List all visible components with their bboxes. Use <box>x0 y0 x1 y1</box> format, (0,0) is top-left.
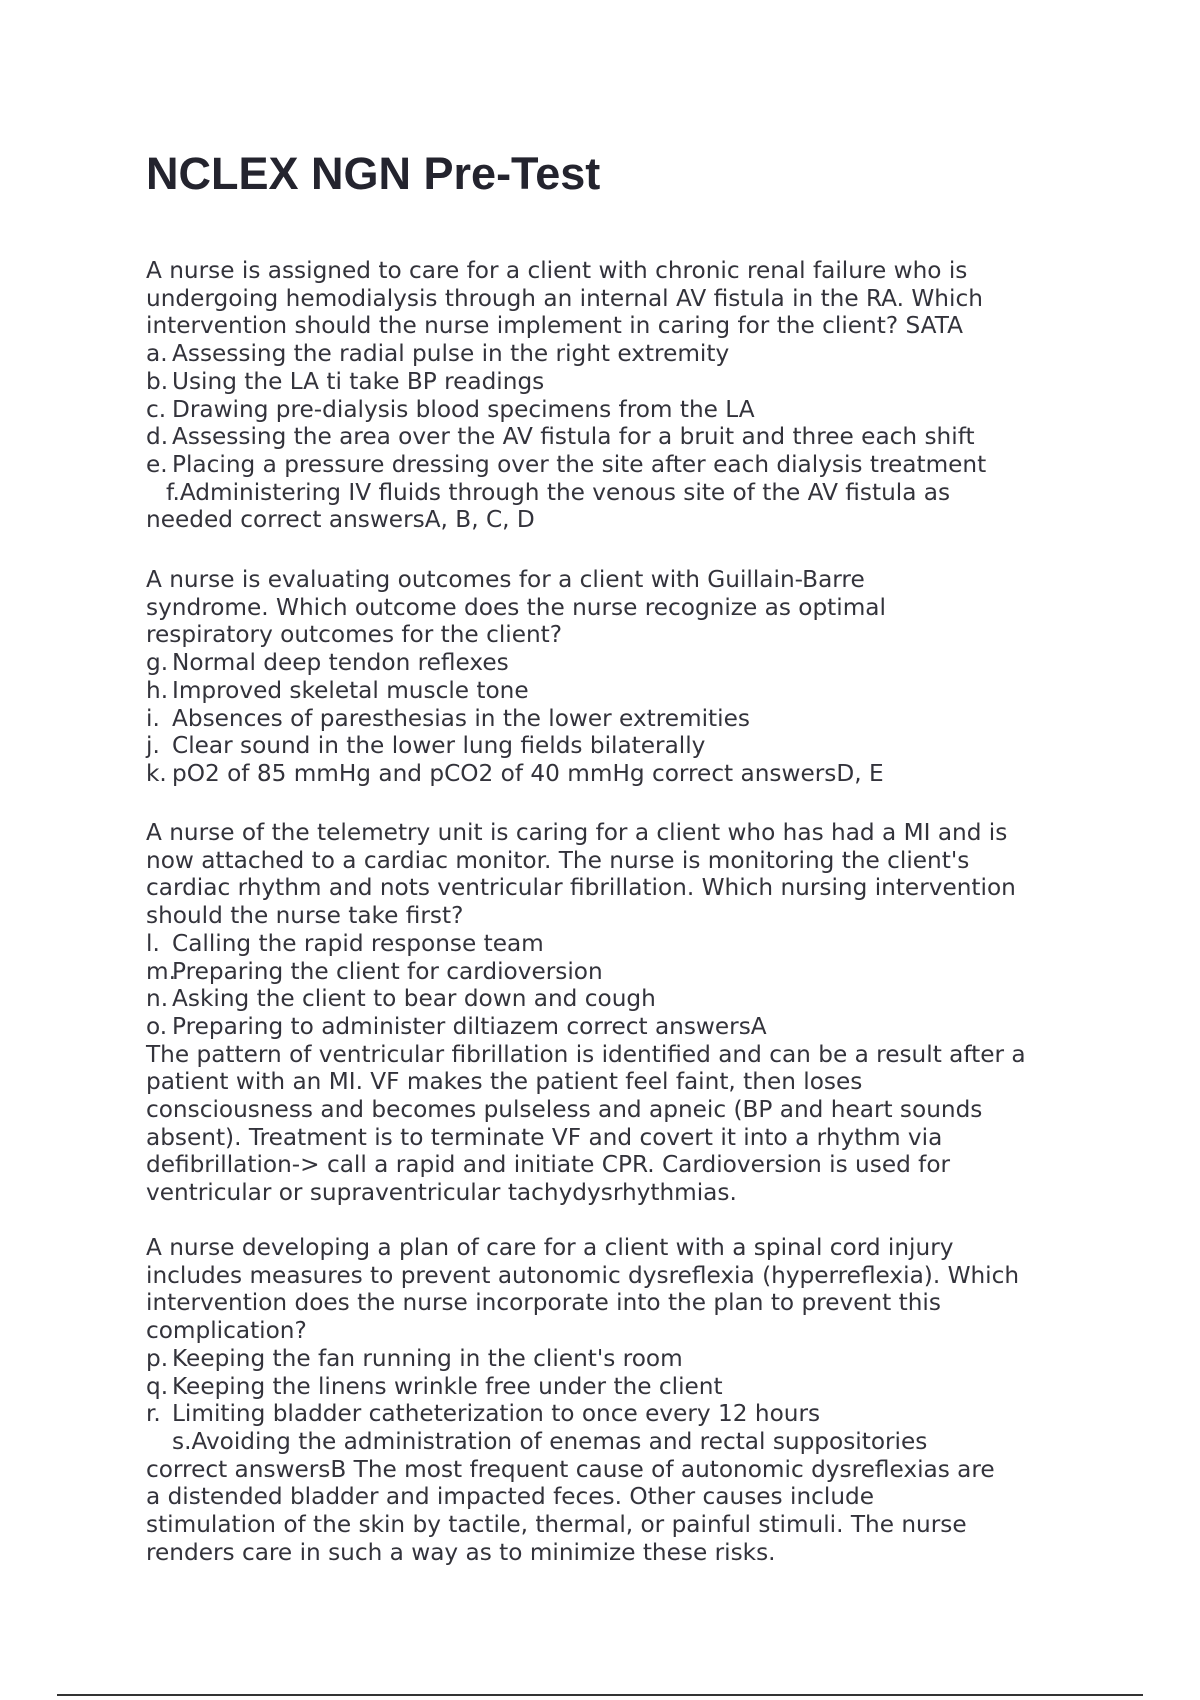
question-block <box>146 1234 1086 1566</box>
rationale-line: stimulation of the skin by tactile, thermal, or painful stimuli. The nurse <box>146 1511 967 1539</box>
question-stem-line: respiratory outcomes for the client? <box>146 621 563 649</box>
question-stem-line: A nurse of the telemetry unit is caring for a client who has had a MI and is <box>146 819 1008 846</box>
answer-option-tail: f.Administering IV fluids through the venous site of the AV fistula as <box>166 478 951 506</box>
option-text: Assessing the radial pulse in the right extremity <box>172 340 730 368</box>
option-letter: e. <box>146 450 168 478</box>
option-text: Normal deep tendon reflexes <box>172 649 509 677</box>
option-text: pO2 of 85 mmHg and pCO2 of 40 mmHg correct answersD, E <box>172 759 884 787</box>
question-stem-line: A nurse is assigned to care for a client with chronic renal failure who is <box>146 257 968 284</box>
rationale-line: The pattern of ventricular fibrillation is identified and can be a result after a <box>146 1040 1026 1068</box>
document-title: NCLEX NGN Pre-Test <box>146 148 601 199</box>
option-text: Placing a pressure dressing over the site after each dialysis treatment <box>172 450 987 478</box>
option-text: Limiting bladder catheterization to once every 12 hours <box>172 1400 821 1428</box>
option-letter: h. <box>146 676 169 704</box>
option-text: Absences of paresthesias in the lower extremities <box>172 704 750 732</box>
question-stem-line: cardiac rhythm and nots ventricular fibrillation. Which nursing intervention <box>146 874 1016 902</box>
option-letter: o. <box>146 1012 168 1040</box>
option-letter: j. <box>146 732 160 760</box>
answer-option <box>146 1400 1086 1428</box>
option-letter: n. <box>146 985 169 1013</box>
answer-option <box>146 1373 1086 1401</box>
question-stem-line: should the nurse take first? <box>146 902 464 930</box>
answer-option <box>146 340 1086 368</box>
question-stem-line: now attached to a cardiac monitor. The nurse is monitoring the client's <box>146 846 970 874</box>
question-stem-line: A nurse is evaluating outcomes for a client with Guillain-Barre <box>146 566 865 593</box>
answer-option <box>146 732 1086 760</box>
option-letter: m. <box>146 957 176 985</box>
option-text: Using the LA ti take BP readings <box>172 367 545 395</box>
question-stem-line: syndrome. Which outcome does the nurse recognize as optimal <box>146 593 886 621</box>
answer-option <box>146 423 1086 451</box>
answer-option <box>146 396 1086 424</box>
rationale-line: correct answersB The most frequent cause of autonomic dysreflexias are <box>146 1455 995 1483</box>
answer-option <box>146 760 1086 788</box>
rationale-line: renders care in such a way as to minimize these risks. <box>146 1538 776 1566</box>
option-letter: k. <box>146 759 167 787</box>
answer-option <box>146 985 1086 1013</box>
rationale-line: consciousness and becomes pulseless and apneic (BP and heart sounds <box>146 1096 983 1124</box>
option-text: Assessing the area over the AV fistula for a bruit and three each shift <box>172 423 975 451</box>
option-text: Calling the rapid response team <box>172 929 544 957</box>
answer-option <box>146 1013 1086 1041</box>
option-letter: q. <box>146 1372 169 1400</box>
question-stem-line: intervention does the nurse incorporate into the plan to prevent this <box>146 1289 941 1317</box>
question-stem-line: intervention should the nurse implement in caring for the client? SATA <box>146 312 963 340</box>
option-letter: a. <box>146 340 168 368</box>
option-letter: p. <box>146 1344 169 1372</box>
option-text: Preparing the client for cardioversion <box>172 957 603 985</box>
answer-option <box>146 930 1086 958</box>
question-stem-line: A nurse developing a plan of care for a client with a spinal cord injury <box>146 1234 954 1261</box>
rationale-line: defibrillation-> call a rapid and initiate CPR. Cardioversion is used for <box>146 1151 951 1179</box>
option-letter: d. <box>146 423 169 451</box>
option-text: Asking the client to bear down and cough <box>172 985 656 1013</box>
answer-option <box>146 1345 1086 1373</box>
answer-option <box>146 451 1086 479</box>
answer-option <box>146 368 1086 396</box>
question-stem-line: complication? <box>146 1317 307 1345</box>
answer-option <box>146 677 1086 705</box>
rationale-line: ventricular or supraventricular tachydysrhythmias. <box>146 1179 737 1207</box>
answer-option-tail: s.Avoiding the administration of enemas and rectal suppositories <box>172 1427 928 1455</box>
option-letter: b. <box>146 367 169 395</box>
question-stem-line: includes measures to prevent autonomic dysreflexia (hyperreflexia). Which <box>146 1261 1020 1289</box>
option-letter: c. <box>146 395 167 423</box>
option-letter: l. <box>146 929 160 957</box>
answer-option <box>146 649 1086 677</box>
rationale-line: a distended bladder and impacted feces. Other causes include <box>146 1483 875 1511</box>
option-text: Clear sound in the lower lung fields bilaterally <box>172 732 706 760</box>
answer-option <box>146 958 1086 986</box>
rationale-line: absent). Treatment is to terminate VF and covert it into a rhythm via <box>146 1123 943 1151</box>
option-letter: i. <box>146 704 160 732</box>
correct-answer-line: needed correct answersA, B, C, D <box>146 506 535 534</box>
question-block <box>146 566 1086 788</box>
option-text: Improved skeletal muscle tone <box>172 676 529 704</box>
answer-option <box>146 705 1086 733</box>
question-stem-line: undergoing hemodialysis through an internal AV fistula in the RA. Which <box>146 284 983 312</box>
option-text: Drawing pre-dialysis blood specimens from the LA <box>172 395 755 423</box>
option-text: Preparing to administer diltiazem correct answersA <box>172 1012 767 1040</box>
footer-divider <box>57 1694 1143 1696</box>
question-block <box>146 819 1086 1207</box>
option-letter: r. <box>146 1400 161 1428</box>
rationale-line: patient with an MI. VF makes the patient feel faint, then loses <box>146 1068 863 1096</box>
option-text: Keeping the linens wrinkle free under the client <box>172 1372 723 1400</box>
option-letter: g. <box>146 649 169 677</box>
option-text: Keeping the fan running in the client's room <box>172 1344 683 1372</box>
question-block <box>146 257 1086 534</box>
